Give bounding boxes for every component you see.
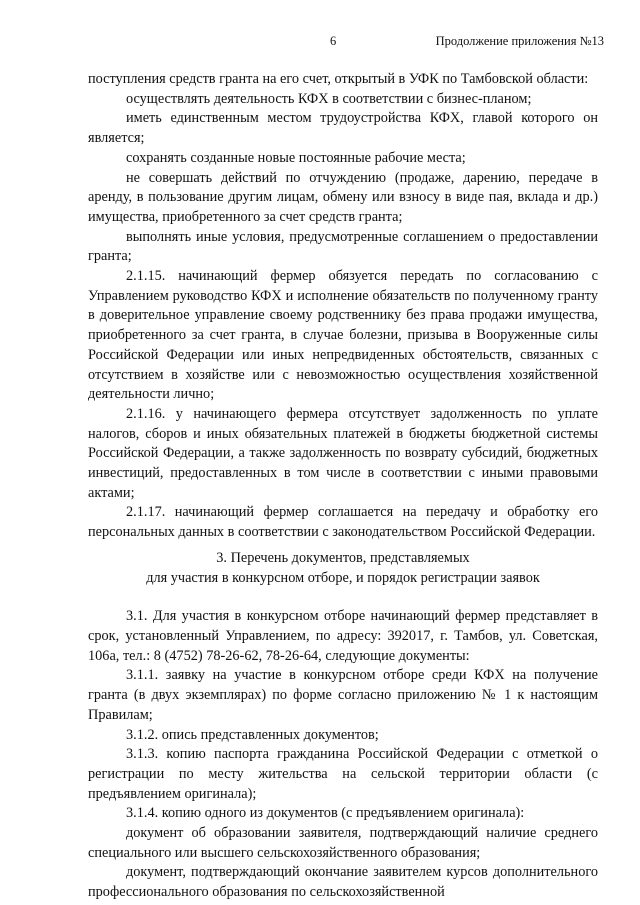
paragraph: 3.1.3. копию паспорта гражданина Российской Федерации с отметкой о регистрации по месту жительства на сельской территории области (с предъявлением оригинала); [88, 746, 598, 802]
section-title-line: 3. Перечень документов, представляемых [216, 549, 470, 566]
paragraph: сохранять созданные новые постоянные рабочие места; [126, 149, 466, 166]
document-body [88, 70, 598, 903]
page-number: 6 [330, 34, 337, 48]
page-header [0, 34, 640, 54]
paragraph: 3.1.2. опись представленных документов; [126, 726, 379, 743]
paragraph: 3.1.1. заявку на участие в конкурсном отборе среди КФХ на получение гранта (в двух экземплярах) по форме согласно приложению № 1 к настоящим Правилам; [88, 667, 598, 723]
paragraph: поступления средств гранта на его счет, открытый в УФК по Тамбовской области: [88, 71, 589, 87]
paragraph: выполнять иные условия, предусмотренные соглашением о предоставлении гранта; [88, 228, 598, 265]
section-title-line: для участия в конкурсном отборе, и порядок регистрации заявок [146, 569, 540, 586]
paragraph: осуществлять деятельность КФХ в соответствии с бизнес-планом; [126, 90, 532, 107]
paragraph: документ, подтверждающий окончание заявителем курсов дополнительного профессионального образования по сельскохозяйственной [88, 864, 598, 901]
section-title [88, 549, 598, 588]
paragraph: 2.1.16. у начинающего фермера отсутствует задолженность по уплате налогов, сборов и иных обязательных платежей в бюджеты бюджетной системы Российской Федерации, а также задолженность по возврату субсидий, бюджетных инвестиций, предоставленных в том числе в соответствии с иными правовыми актами; [88, 405, 598, 501]
paragraph: 3.1. Для участия в конкурсном отборе начинающий фермер представляет в срок, установленный Управлением, по адресу: 392017, г. Тамбов, ул. Советская, 106а, тел.: 8 (4752) 78-26-62, 78-26-64, следующие документы: [88, 608, 598, 664]
paragraph: 3.1.4. копию одного из документов (с предъявлением оригинала): [126, 805, 525, 822]
paragraph: документ об образовании заявителя, подтверждающий наличие среднего специального или высшего сельскохозяйственного образования; [88, 825, 598, 861]
paragraph: 2.1.15. начинающий фермер обязуется передать по согласованию с Управлением руководство КФХ и исполнение обязательств по полученному гранту в доверительное управление своему родственнику без права продажи имущества, приобретенного за счет гранта, в случае болезни, призыва в Вооруженные силы Российской Федерации или иных непредвиденных обстоятельств, связанных с отсутствием в хозяйстве или с невозможностью осуществления хозяйственной деятельности лично; [88, 268, 598, 403]
paragraph: не совершать действий по отчуждению (продаже, дарению, передаче в аренду, в пользование другим лицам, обмену или взносу в виде пая, вклада и др.) имущества, приобретенного за счет средств гранта; [88, 169, 598, 225]
paragraph: иметь единственным местом трудоустройства КФХ, главой которого он является; [88, 110, 598, 147]
running-head: Продолжение приложения №13 [435, 34, 604, 48]
paragraph: 2.1.17. начинающий фермер соглашается на передачу и обработку его персональных данных в соответствии с законодательством Российской Федерации. [88, 504, 598, 541]
